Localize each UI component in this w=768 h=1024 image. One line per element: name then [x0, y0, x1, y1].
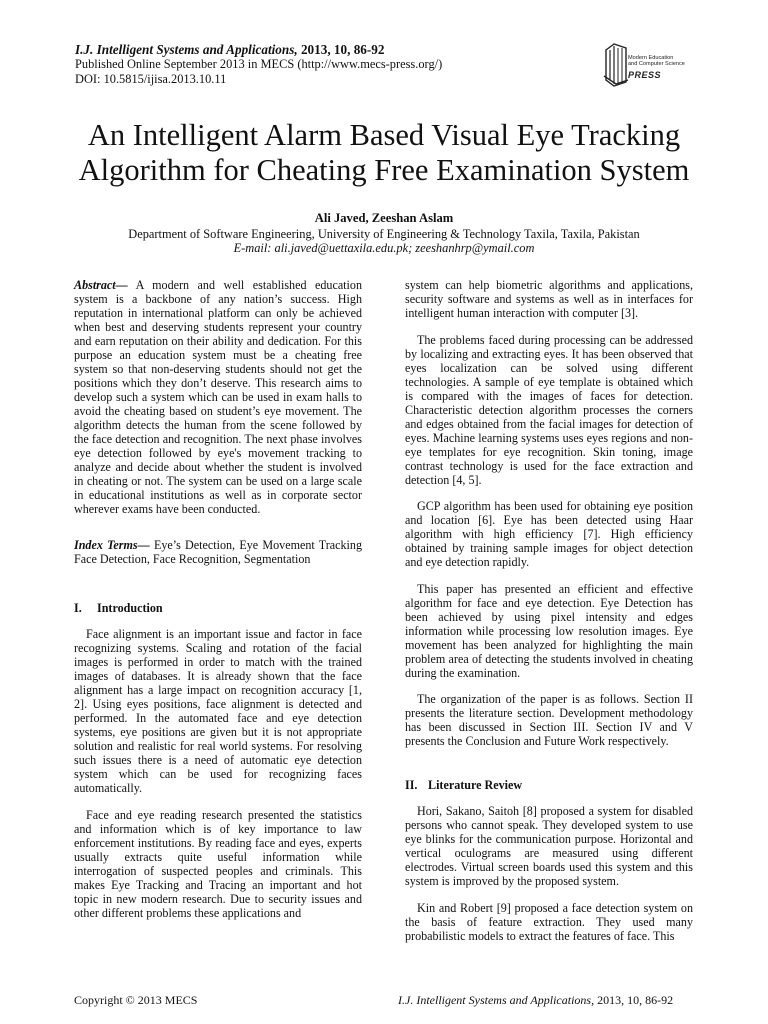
- abstract-text: A modern and well established education system is a backbone of any nation’s success. High reputation in international platform can only be achieved when best and deserving students represent your country and earn reputation on their ability and dedication. For this purpose an education system must be a cheating free system so that non-deserving students should not get the positions which they don’t deserve. This research aims to develop such a system which can be used in exam halls to avoid the cheating based on student’s eye movement. The algorithm detects the human from the scene followed by the face detection and recognition. The next phase involves eye detection followed by eye's movement tracking to analyze and decide about whether the student is involved in cheating or not. The system can be used on a large scale in educational institutions as well as in corporate sector wherever exams have been conducted.: [74, 278, 362, 516]
- footer-journal: [398, 993, 673, 1008]
- footer-copyright: Copyright © 2013 MECS: [74, 993, 198, 1007]
- index-terms-label: Index Terms—: [74, 538, 150, 552]
- section-heading-literature-review: [405, 778, 693, 792]
- logo-press: PRESS: [628, 70, 662, 80]
- title-line1: An Intelligent Alarm Based Visual Eye Tracking: [87, 118, 681, 152]
- paragraph: This paper has presented an efficient and effective algorithm for face and eye detection. Eye Detection has been achieved by using pixel intensity and edges information while processing low resolution images. Eye movement has been analyzed for highlighting the main problem area of detecting the students involved in cheating during the examination.: [405, 581, 693, 680]
- logo-text: [628, 55, 708, 68]
- paragraph: The problems faced during processing can be addressed by localizing and extracting eyes. It has been observed that eyes localization can be solved using different technologies. A sample of eye template is obtained which is compared with the images of faces for detection. Characteristic detection algorithm processes the corners and edges obtained from the facial images for detection of eyes. Machine learning systems uses eyes regions and non-eye templates for eye recognition. Skin toning, image contrast technology is used for the face extraction and detection [4, 5].: [405, 332, 693, 487]
- publisher-logo: [602, 40, 702, 90]
- logo-line2: and Computer Science: [628, 61, 685, 68]
- journal-issue: 2013, 10, 86-92: [297, 42, 385, 57]
- section-number: II.: [405, 778, 418, 792]
- index-terms: [74, 538, 362, 566]
- logo-line1: Modern Education: [628, 55, 674, 61]
- section-title: Introduction: [97, 601, 163, 615]
- index-terms-text: Eye’s Detection, Eye Movement Tracking Face Detection, Face Recognition, Segmentation: [74, 538, 362, 566]
- footer-journal-name: I.J. Intelligent Systems and Applications,: [398, 993, 595, 1007]
- right-column: [405, 278, 693, 955]
- paragraph: Kin and Robert [9] proposed a face detection system on the basis of feature extraction. They used many probabilistic models to extract the features of face. This: [405, 900, 693, 943]
- author-email: E-mail: ali.javed@uettaxila.edu.pk; zeeshanhrp@ymail.com: [233, 241, 535, 255]
- authors: Ali Javed, Zeeshan Aslam: [314, 211, 454, 225]
- journal-line: [75, 42, 442, 57]
- section-number: I.: [74, 601, 82, 615]
- published-line: Published Online September 2013 in MECS (http://www.mecs-press.org/): [75, 57, 443, 71]
- journal-header: [75, 42, 442, 87]
- paragraph: Hori, Sakano, Saitoh [8] proposed a system for disabled persons who cannot speak. They developed system to use eye blinks for the communication purpose. Horizontal and vertical oculograms are measured using different electrodes. Virtual screen boards used this system and this system is improved by the proposed system.: [405, 804, 693, 888]
- title-line2: Algorithm for Cheating Free Examination System: [78, 153, 690, 187]
- section-heading-introduction: [74, 601, 362, 615]
- left-column: [74, 278, 362, 932]
- abstract-label: Abstract—: [74, 278, 128, 292]
- paper-title: [40, 118, 728, 188]
- paragraph: The organization of the paper is as follows. Section II presents the literature section. Development methodology has been discussed in Section III. Section IV and V presents the Conclusion and Future Work respectively.: [405, 692, 693, 748]
- doi-line: DOI: 10.5815/ijisa.2013.10.11: [75, 72, 227, 86]
- section-title: Literature Review: [428, 778, 523, 792]
- paragraph: Face alignment is an important issue and factor in face recognizing systems. Scaling and rotation of the facial images is performed in order to match with the trained images of databases. It is already shown that the face alignment has a large impact on recognition accuracy [1, 2]. Using eyes positions, face alignment is detected and performed. In the automated face and eye detection systems, eye positions are given but it is not appropriate solution and realistic for real world systems. For resolving such issues there is a need of automatic eye detection system which can be used for recognizing faces automatically.: [74, 627, 362, 795]
- affiliation: Department of Software Engineering, University of Engineering & Technology Taxila, Taxila, Pakistan: [128, 227, 640, 241]
- book-stack-icon: [602, 40, 630, 88]
- abstract: [74, 278, 362, 516]
- journal-name: I.J. Intelligent Systems and Applications,: [75, 42, 298, 57]
- footer-issue: 2013, 10, 86-92: [594, 993, 674, 1007]
- paragraph: GCP algorithm has been used for obtaining eye position and location [6]. Eye has been detected using Haar algorithm with high efficiency [7]. High efficiency obtained by training sample images for object detection and eye detection rapidly.: [405, 499, 693, 569]
- paragraph: system can help biometric algorithms and applications, security software and systems as well as in interfaces for intelligent human interaction with computer [3].: [405, 278, 693, 320]
- paragraph: Face and eye reading research presented the statistics and information which is of key importance to law enforcement institutions. By reading face and eyes, experts usually extracts quite useful information while interrogation of suspected peoples and criminals. This makes Eye Tracking and Tracing an important and hot topic in new modern research. Due to security issues and other different problems these applications and: [74, 807, 362, 920]
